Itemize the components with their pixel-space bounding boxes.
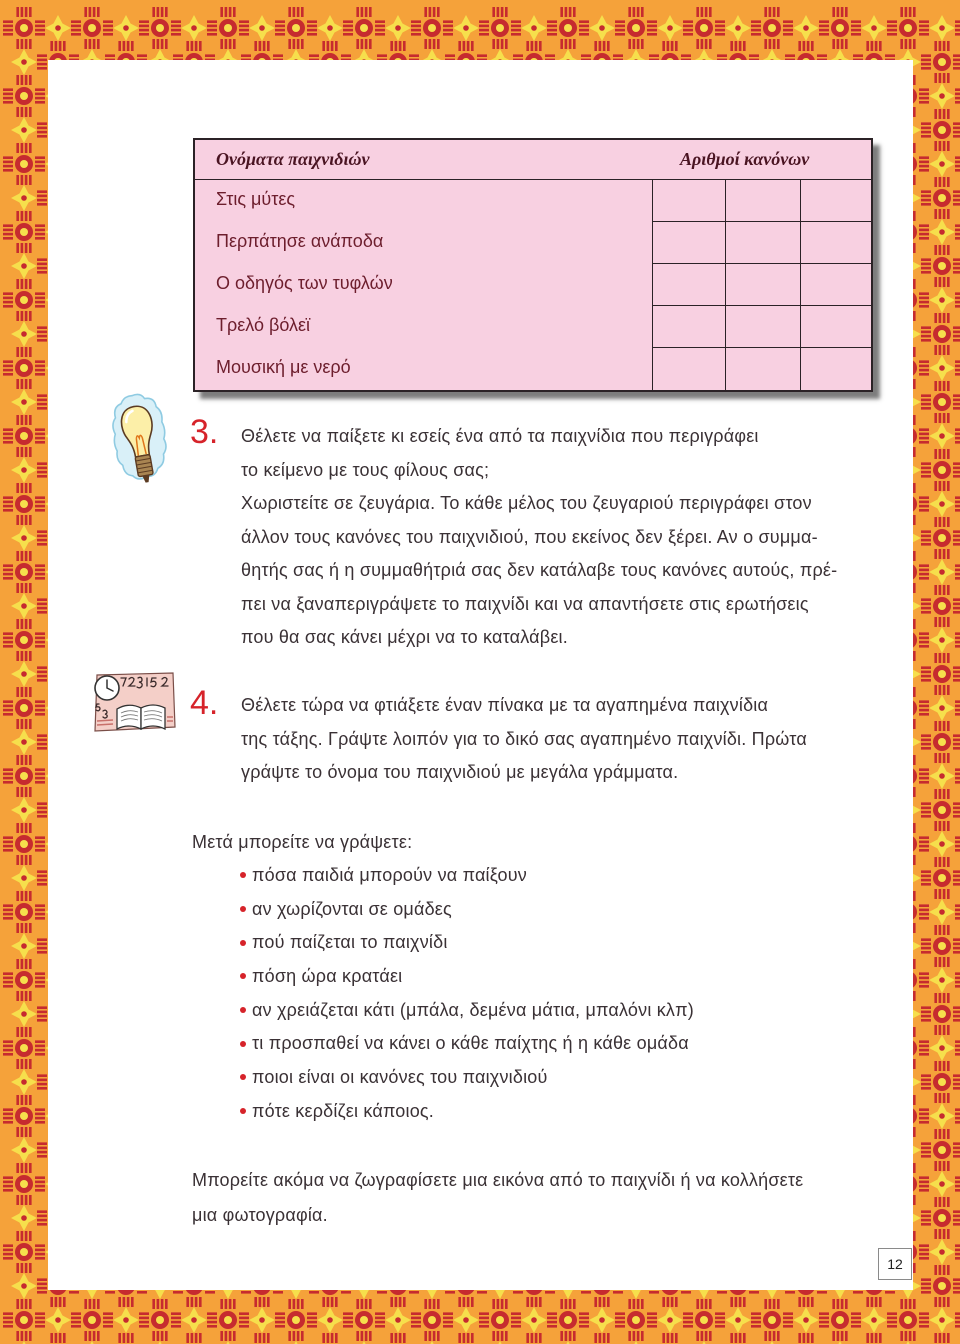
list-item (240, 1095, 694, 1129)
rule-number-cell (652, 180, 725, 222)
text-line: Θέλετε τώρα να φτιάξετε έναν πίνακα με τα αγαπημένα παιχνίδια (241, 695, 769, 715)
rule-number-cell (725, 180, 800, 222)
bullet-dot (240, 1007, 246, 1013)
exercise-3-number: 3. (190, 413, 219, 451)
text-line: γράψτε το όνομα του παιχνιδιού με μεγάλα γράμματα. (241, 762, 679, 782)
list-item (240, 960, 694, 994)
list-item-text: αν χωρίζονται σε ομάδες (252, 898, 452, 919)
text-line: που θα σας κάνει μέχρι να το καταλάβει. (241, 627, 568, 647)
table-header-row (195, 140, 871, 180)
text-line: μια φωτογραφία. (192, 1205, 328, 1225)
game-name-cell: Ο οδηγός των τυφλών (216, 273, 393, 293)
table-row (195, 222, 871, 264)
game-name-cell: Τρελό βόλεϊ (216, 315, 311, 335)
text-line: Θέλετε να παίξετε κι εσείς ένα από τα παιχνίδια που περιγράφει (241, 426, 759, 446)
table-row (195, 264, 871, 306)
bullet-dot (240, 973, 246, 979)
rule-number-cell (800, 222, 871, 264)
list-item (240, 1027, 694, 1061)
list-item (240, 893, 694, 927)
rule-number-cell (800, 306, 871, 348)
game-name-cell: Περπάτησε ανάποδα (216, 231, 384, 251)
game-name-cell: Στις μύτες (216, 189, 296, 209)
list-item-text: πόση ώρα κρατάει (252, 966, 403, 987)
exercise-3-text (241, 420, 837, 655)
table-row (195, 180, 871, 222)
rule-number-cell (725, 306, 800, 348)
text-line: Χωριστείτε σε ζευγάρια. Το κάθε μέλος του ζευγαριού περιγράφει στον (241, 493, 812, 513)
list-intro: Μετά μπορείτε να γράψετε: (192, 832, 413, 852)
rule-number-cell (652, 348, 725, 390)
rule-number-cell (725, 348, 800, 390)
bullet-dot (240, 940, 246, 946)
bullet-dot (240, 1108, 246, 1114)
list-item-text: πότε κερδίζει κάποιος. (252, 1100, 435, 1121)
bullet-dot (240, 872, 246, 878)
text-line: της τάξης. Γράψτε λοιπόν για το δικό σας αγαπημένο παιχνίδι. Πρώτα (241, 728, 807, 749)
list-item (240, 859, 694, 893)
book-left-page (117, 705, 141, 729)
text-line: πει να ξαναπεριγράψετε το παιχνίδι και να απαντήσετε στις ερωτήσεις (241, 593, 809, 614)
lightbulb-icon (111, 392, 169, 492)
column-header-rule-numbers: Αριθμοί κανόνων (680, 149, 810, 169)
text-line: το κείμενο με τους φίλους σας; (241, 459, 490, 480)
list-item-text: πού παίζεται το παιχνίδι (252, 932, 448, 953)
closing-paragraph (192, 1163, 803, 1233)
list-item (240, 1061, 694, 1095)
list-item-text: πόσα παιδιά μπορούν να παίξουν (252, 865, 527, 885)
text-line: άλλον τους κανόνες του παιχνιδιού, που εκείνος δεν ξέρει. Αν ο συμμα- (241, 526, 818, 547)
list-item-text: ποιοι είναι οι κανόνες του παιχνιδιού (252, 1067, 548, 1088)
game-name-cell: Μουσική με νερό (216, 357, 351, 377)
list-item-text: τι προσπαθεί να κάνει ο κάθε παίχτης ή η κάθε ομάδα (252, 1033, 689, 1054)
list-item (240, 926, 694, 960)
rule-number-cell (800, 264, 871, 306)
rule-number-cell (725, 222, 800, 264)
list-item-text: αν χρειάζεται κάτι (μπάλα, δεμένα μάτια, μπαλόνι κλπ) (252, 999, 694, 1020)
bullet-list (240, 859, 694, 1129)
book-clock-icon (91, 671, 177, 733)
bullet-dot (240, 1041, 246, 1047)
bulb-base (135, 454, 153, 476)
bullet-dot (240, 1074, 246, 1080)
page-number: 12 (878, 1248, 912, 1280)
rule-number-cell (652, 264, 725, 306)
rule-number-cell (800, 180, 871, 222)
exercise-4-number: 4. (190, 684, 219, 722)
table-row (195, 348, 871, 390)
bullet-dot (240, 906, 246, 912)
rule-number-cell (652, 306, 725, 348)
rule-number-cell (800, 348, 871, 390)
rule-number-cell (652, 222, 725, 264)
games-rules-table (193, 138, 873, 392)
exercise-4-text (241, 689, 807, 790)
text-line: θητής σας ή η συμμαθήτριά σας δεν κατάλαβε τους κανόνες αυτούς, πρέ- (241, 560, 838, 580)
column-header-game-names: Ονόματα παιχνιδιών (216, 149, 370, 169)
text-line: Μπορείτε ακόμα να ζωγραφίσετε μια εικόνα από το παιχνίδι ή να κολλήσετε (192, 1170, 804, 1190)
table-row (195, 306, 871, 348)
rule-number-cell (725, 264, 800, 306)
list-item (240, 994, 694, 1028)
